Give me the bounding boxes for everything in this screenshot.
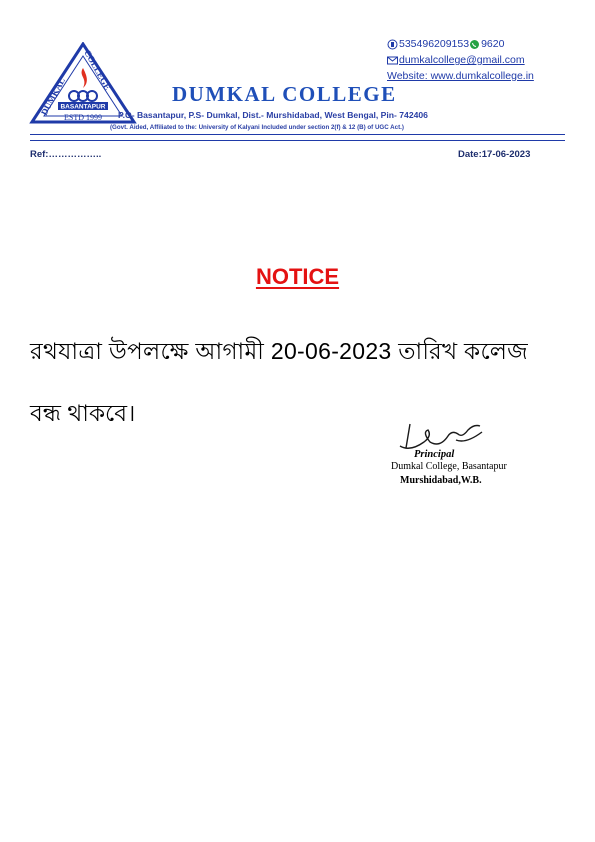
- website-link[interactable]: Website: www.dumkalcollege.in: [387, 70, 534, 82]
- logo-place-text: BASANTAPUR: [60, 103, 106, 111]
- logo-arc-text: DUMKAL: [38, 76, 68, 117]
- logo-estd-text: ESTD 1999: [64, 113, 102, 122]
- signature-place: Murshidabad,W.B.: [400, 475, 482, 486]
- signature-organization: Dumkal College, Basantapur: [391, 461, 507, 472]
- reference-number: Ref:……………..: [30, 149, 102, 160]
- notice-heading: [0, 264, 595, 290]
- college-affiliation: (Govt. Aided, Affiliated to the: University of Kalyani Included under section 2(f) & 12 (B) of UGC Act.): [110, 124, 404, 131]
- notice-heading-text: NOTICE: [255, 264, 340, 289]
- phone-number-1: 535496209153: [399, 38, 470, 50]
- letterhead-divider: [30, 134, 565, 141]
- svg-text:COLLEGE: COLLEGE: [82, 48, 113, 92]
- phone-number-2: 9620: [481, 38, 505, 50]
- phone-icon: [387, 39, 398, 50]
- college-name: DUMKAL COLLEGE: [172, 82, 397, 106]
- whatsapp-icon: [469, 39, 480, 50]
- notice-body-line-1: রথযাত্রা উপলক্ষে আগামী 20-06-2023 তারিখ কলেজ: [30, 338, 529, 364]
- contact-block: [387, 36, 534, 84]
- signature-title: Principal: [414, 449, 455, 460]
- email-link[interactable]: dumkalcollege@gmail.com: [399, 54, 525, 66]
- mail-icon: [387, 55, 398, 66]
- notice-body-line-2: বন্ধ থাকবে।: [30, 400, 136, 426]
- college-address: P.O- Basantapur, P.S- Dumkal, Dist.- Murshidabad, West Bengal, Pin- 742406: [118, 110, 428, 120]
- notice-date: Date:17-06-2023: [458, 149, 531, 160]
